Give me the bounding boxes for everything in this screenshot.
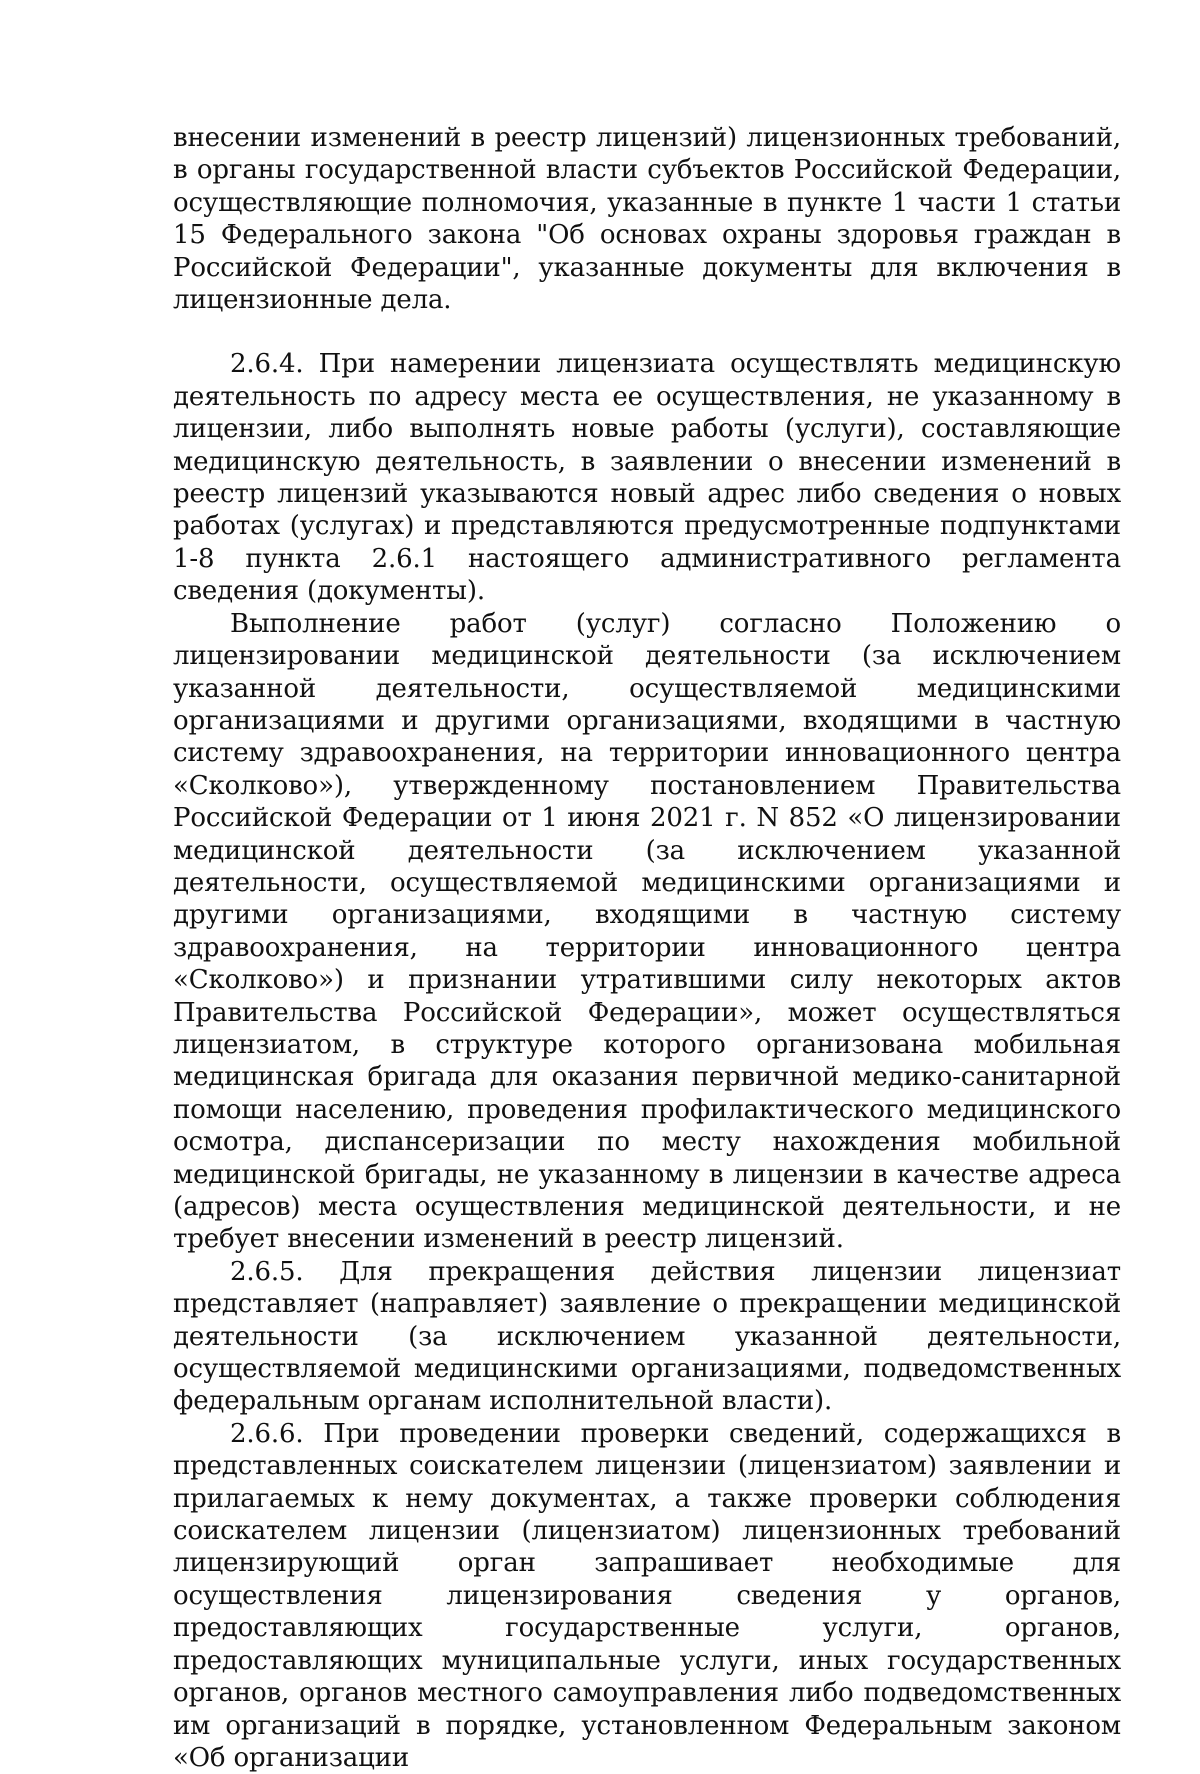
paragraph-mobile-brigade: Выполнение работ (услуг) согласно Положению о лицензировании медицинской деятельности (за исключением указанной деятельности, осуществляемой медицинскими организациями и другими организациями, входящими в частную систему здравоохранения, на территории инновационного центра «Сколково»), утвержденному постановлением Правительства Российской Федерации от 1 июня 2021 г. N 852 «О лицензировании медицинской деятельности (за исключением указанной деятельности, осуществляемой медицинскими организациями и другими организациями, входящими в частную систему здравоохранения, на территории инновационного центра «Сколково») и признании утратившими силу некоторых актов Правительства Российской Федерации», может осуществляться лицензиатом, в структуре которого организована мобильная медицинская бригада для оказания первичной медико-санитарной помощи населению, проведения профилактического медицинского осмотра, диспансеризации по месту нахождения мобильной медицинской бригады, не указанному в лицензии в качестве адреса (адресов) места осуществления медицинской деятельности, и не требует внесении изменений в реестр лицензий. xyxy=(173,608,1121,1255)
paragraph-2-6-6: 2.6.6. При проведении проверки сведений, содержащихся в представленных соискателем лицензии (лицензиатом) заявлении и прилагаемых к нему документах, а также проверки соблюдения соискателем лицензии (лицензиатом) лицензионных требований лицензирующий орган запрашивает необходимые для осуществления лицензирования сведения у органов, предоставляющих государственные услуги, органов, предоставляющих муниципальные услуги, иных государственных органов, органов местного самоуправления либо подведомственных им организаций в порядке, установленном Федеральным законом «Об организации xyxy=(173,1418,1121,1773)
paragraph-2-6-4: 2.6.4. При намерении лицензиата осуществлять медицинскую деятельность по адресу места ее осуществления, не указанному в лицензии, либо выполнять новые работы (услуги), составляющие медицинскую деятельность, в заявлении о внесении изменений в реестр лицензий указываются новый адрес либо сведения о новых работах (услугах) и представляются предусмотренные подпунктами 1-8 пункта 2.6.1 настоящего административного регламента сведения (документы). xyxy=(173,349,1121,607)
paragraph-2-6-5: 2.6.5. Для прекращения действия лицензии лицензиат представляет (направляет) заявление о прекращении медицинской деятельности (за исключением указанной деятельности, осуществляемой медицинскими организациями, подведомственных федеральным органам исполнительной власти). xyxy=(173,1256,1121,1417)
paragraph-spacer xyxy=(173,316,1121,348)
document-page xyxy=(173,122,1121,1774)
paragraph-continuation: внесении изменений в реестр лицензий) лицензионных требований, в органы государственной власти субъектов Российской Федерации, осуществляющие полномочия, указанные в пункте 1 части 1 статьи 15 Федерального закона "Об основах охраны здоровья граждан в Российской Федерации", указанные документы для включения в лицензионные дела. xyxy=(173,123,1121,316)
